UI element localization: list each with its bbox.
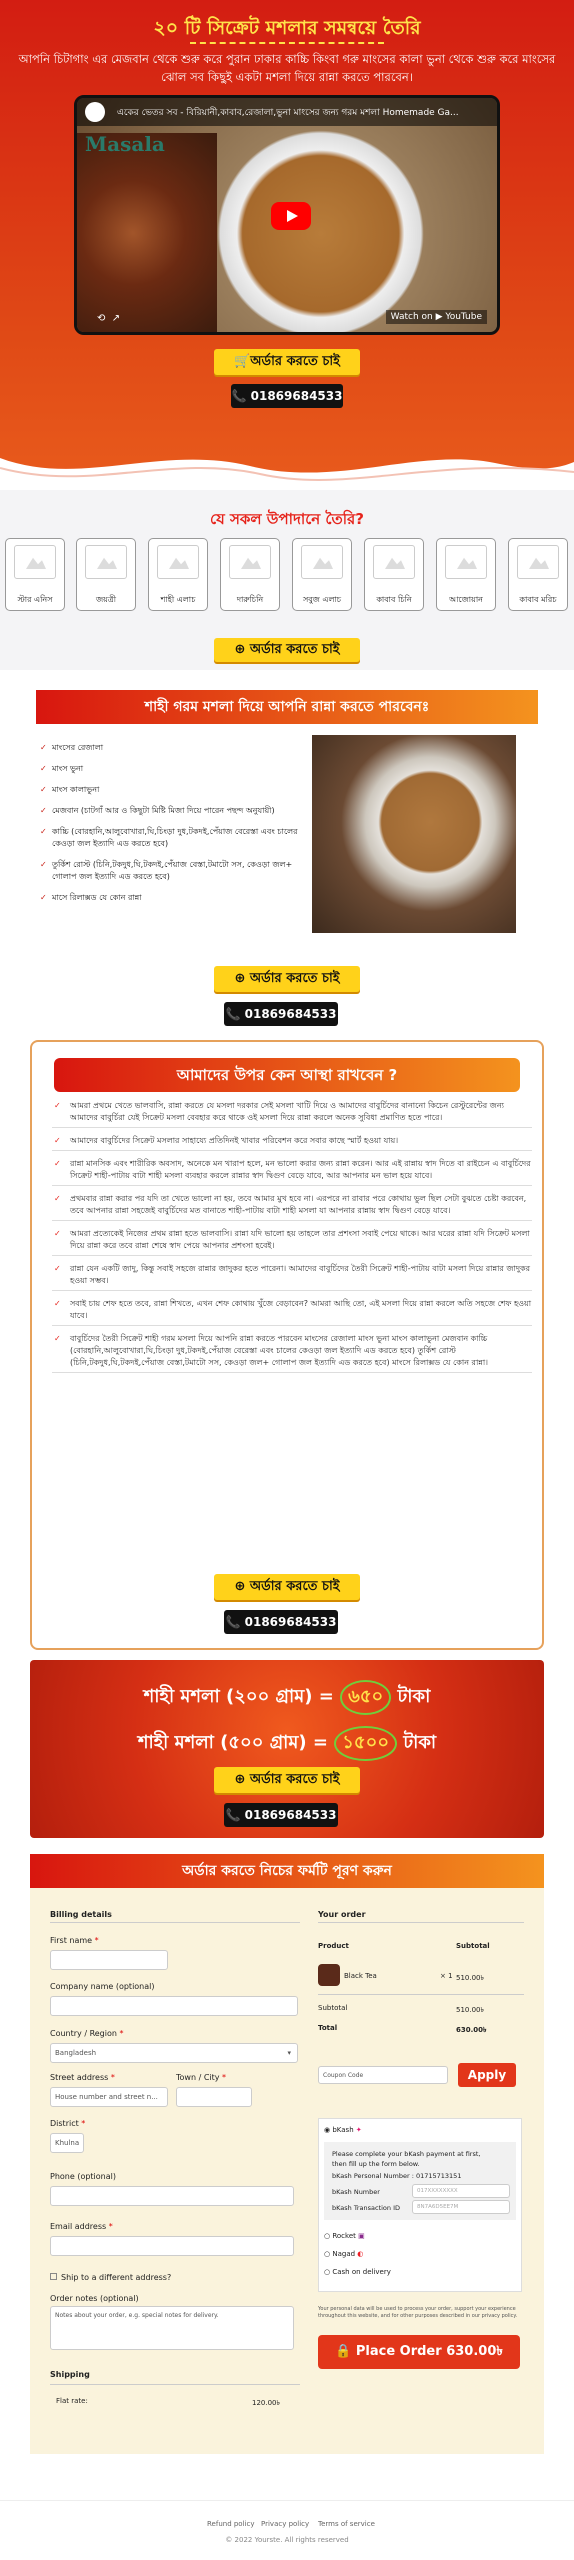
chevron-down-icon: ▾ (287, 2049, 291, 2057)
phone-icon: 📞 (225, 1007, 245, 1021)
divider (50, 1922, 300, 1923)
price-unit: টাকা (403, 1732, 437, 1753)
video-controls[interactable] (97, 313, 120, 324)
product-name: Black Tea (344, 1972, 377, 1980)
order-button-label: অর্ডার করতে চাই (249, 642, 340, 657)
company-label: Company name (optional) (50, 1982, 155, 1991)
order-notes-textarea[interactable]: Notes about your order, e.g. special notes for delivery. (50, 2306, 294, 2350)
subtotal-value: 510.00৳ (456, 2006, 484, 2014)
required-mark: * (94, 1936, 99, 1945)
radio-icon[interactable]: ○ (324, 2232, 333, 2240)
radio-icon[interactable]: ○ (324, 2250, 333, 2258)
radio-icon[interactable]: ○ (324, 2268, 333, 2276)
image-placeholder-icon (157, 545, 199, 579)
list-item: ✓ মাংস কালাভুনা (40, 784, 312, 796)
phone-icon: 📞 (225, 1808, 245, 1822)
image-placeholder-icon (373, 545, 415, 579)
ingredient-label: জয়ত্রী (95, 595, 117, 604)
email-input[interactable] (50, 2236, 294, 2256)
label-text: Rocket (332, 2232, 356, 2240)
label-text: Country / Region (50, 2029, 117, 2038)
phone-label: Phone (optional) (50, 2172, 116, 2181)
district-select[interactable] (50, 2133, 84, 2153)
product-qty: × 1 (440, 1972, 453, 1980)
label-text: District (50, 2119, 79, 2128)
bkash-logo-icon: ✦ (355, 2126, 362, 2134)
label-text: First name (50, 1936, 93, 1945)
bkash-personal-number: bKash Personal Number : 01715713151 (332, 2172, 462, 2180)
play-button-icon[interactable] (271, 202, 311, 230)
country-select[interactable] (50, 2043, 298, 2063)
divider (318, 1922, 524, 1923)
video-title[interactable]: একের ভেতর সব - বিরিয়ানী,কাবাব,রেজালা,ভুনা মাংসের জন্য গরম মশলা Homemade Ga... (77, 98, 497, 126)
hero-order-button[interactable] (214, 349, 360, 375)
district-label (50, 2119, 85, 2128)
video-overlay-text: Masala (85, 132, 165, 156)
footer-link-privacy[interactable]: Privacy policy (261, 2520, 310, 2528)
price-value: ১৫০০ (334, 1726, 397, 1761)
bkash-trx-input[interactable]: 8N7A6D5EE7M (412, 2200, 510, 2214)
nagad-option[interactable] (324, 2250, 363, 2258)
required-mark: * (222, 2073, 227, 2082)
list-item: ✓ বাবুর্চিদের তৈরী সিক্রেট শাহী গরম মসলা দিয়ে আপনি রান্না করতে পারবেন মাংসের রেজালা মাংস ভুনা মাংস কালাভুনা মেজবান কাচ্চি (বোরহানি,আলুবোখারা,ঘি,চিংড়া দুধ,টকদই,পেঁয়াজ বেরেস্তা এবং চালের কেওড়া জল ইত্যাদি এড করতে হবে) তুর্কিশ রোস্ট (চিনি,টকদুধ,ঘি,টকদই,পেঁয়াজ বেস্তা,টমাটো সস, কেওড়া জল+ গোলাপ জল ইত্যাদি এড করতে হবে) মাংসে রিলাক্সড যে কোন রান্না। (52, 1333, 532, 1373)
required-mark: * (108, 2222, 113, 2231)
label-text: Email address (50, 2222, 107, 2231)
watch-on-youtube-link[interactable]: Watch on ▶ YouTube (386, 310, 487, 324)
price-row-200g (0, 1680, 574, 1715)
coupon-input[interactable]: Coupon Code (318, 2066, 448, 2084)
spices-image (77, 133, 217, 333)
bkash-number-input[interactable]: 017XXXXXXXX (412, 2184, 510, 2198)
plus-circle-icon: ⊕ (234, 1579, 250, 1594)
cook-banner: শাহী গরম মশলা দিয়ে আপনি রান্না করতে পারবেনঃ (36, 690, 538, 724)
select-value: Khulna (55, 2139, 80, 2147)
phone-number: 01869684533 (244, 1615, 337, 1629)
divider (318, 1994, 524, 1995)
list-item: ✓ মাংস ভুনা (40, 763, 312, 775)
list-item: ✓ আমাদের বাবুর্চিদের সিক্রেট মসলার সাহায্যে প্রতিদিনই খাবার পরিবেশন করে সবার কাছে স্মার্ট হওয়া যায়। (52, 1135, 532, 1151)
label-text: Cash on delivery (332, 2268, 391, 2276)
notes-label: Order notes (optional) (50, 2294, 139, 2303)
order-button-label: অর্ডার করতে চাই (249, 1579, 340, 1594)
image-placeholder-icon (14, 545, 56, 579)
ingredient-card (436, 538, 496, 611)
hero-subtitle: আপনি চিটাগাং এর মেজবান থেকে শুরু করে পুরান ঢাকার কাচ্চি কিংবা গরু মাংসের কালা ভুনা থেকে শুরু করে মাংসের ঝোল সব কিছুই একটা মশলা দিয়ে রান্না করতে পারবেন। (18, 52, 556, 84)
channel-avatar[interactable] (85, 102, 105, 122)
price-label: শাহী মশলা (৫০০ গ্রাম) = (137, 1732, 328, 1753)
share-icon[interactable]: ↗ (111, 313, 121, 324)
rocket-logo-icon: ▣ (358, 2232, 365, 2240)
list-item: ✓ সবাই চায় শেফ হতে তবে, রান্না শিখতে, এখন শেফ কোথায় খুঁজে বেড়াবেন? আমরা আছি তো, এই মসলা দিয়ে রান্না করলে অতি সহজে শেফ হওয়া যাবে। (52, 1298, 532, 1326)
phone-number: 01869684533 (244, 1007, 337, 1021)
label-text: Town / City (176, 2073, 220, 2082)
list-item: ✓ মাংসের রেজালা (40, 742, 312, 754)
ingredient-card (364, 538, 424, 611)
order-title: Your order (318, 1910, 366, 1919)
town-label (176, 2073, 226, 2082)
product-price: 510.00৳ (456, 1974, 484, 1982)
youtube-video[interactable] (74, 95, 500, 335)
trust-list (52, 1100, 532, 1380)
hero-title: ২০ টি সিক্রেট মশলার সমন্বয়ে তৈরি (153, 17, 421, 39)
ingredient-card (148, 538, 208, 611)
price-row-500g (0, 1726, 574, 1761)
town-input[interactable] (176, 2087, 252, 2107)
trust-banner: আমাদের উপর কেন আস্থা রাখবেন ? (54, 1058, 520, 1092)
company-input[interactable] (50, 1996, 298, 2016)
phone-number: 01869684533 (244, 1808, 337, 1822)
order-button-label: অর্ডার করতে চাই (250, 354, 340, 369)
col-product: Product (318, 1942, 349, 1950)
phone-icon: 📞 (231, 389, 251, 403)
phone-icon: 📞 (225, 1615, 245, 1629)
flat-rate-label: Flat rate: (56, 2397, 88, 2405)
image-placeholder-icon (85, 545, 127, 579)
ingredient-card (76, 538, 136, 611)
list-item: ✓ মেজবান (চাটগাঁ আর ও কিছুটা মিষ্টি মিজা দিয়ে পারেন পছন্দ অনুযায়ী) (40, 805, 312, 817)
phone-number: 01869684533 (250, 389, 343, 403)
footer-divider (0, 2500, 574, 2501)
street-input[interactable]: House number and street n... (50, 2087, 168, 2107)
button-total: 630.00৳ (446, 2344, 503, 2359)
shipping-title: Shipping (50, 2370, 90, 2379)
plus-circle-icon: ⊕ (234, 1772, 250, 1787)
checkout-banner: অর্ডার করতে নিচের ফর্মটি পূরণ করুন (30, 1854, 544, 1888)
country-label (50, 2029, 124, 2038)
image-placeholder-icon (445, 545, 487, 579)
image-placeholder-icon (229, 545, 271, 579)
cod-option[interactable] (324, 2268, 391, 2276)
ingredient-label: স্টার এনিস (17, 595, 53, 604)
price-phone-button[interactable] (224, 1803, 338, 1827)
col-subtotal: Subtotal (456, 1942, 490, 1950)
flat-rate-value: 120.00৳ (252, 2399, 280, 2407)
lock-icon: 🔒 (335, 2344, 356, 2359)
list-item: ✓ মাসে রিলাক্সড যে কোন রান্না (40, 892, 312, 904)
divider (50, 2384, 300, 2385)
button-label: Place Order (355, 2344, 442, 2359)
email-label (50, 2222, 113, 2231)
list-item: ✓ আমরা প্রত্যেকেই নিজের প্রথম রান্না হতে ভালবাসি। রান্না যদি ভালো হয় তাহলে তার প্রশংসা সবাই পেয়ে থাকে। আর ঘরের রান্না যদি সিক্রেট মসলা দিয়ে রান্না করে তবে রান্না শেষে স্বাদ পেয়ে আপনার প্রশংসা হবেই। (52, 1228, 532, 1256)
cook-list (40, 742, 312, 913)
required-mark: * (110, 2073, 115, 2082)
radio-selected-icon[interactable]: ◉ (324, 2126, 333, 2134)
list-item: ✓ রান্না মানসিক এবং শারীরিক অবসাদ, অনেকে মন খারাপ হলে, মন ভালো করার জন্য রান্না করেন। আর এই রান্নায় স্বাদ দিতে বা রাইচেন এ বাবুর্চিদের সিক্রেট শাহী-পাটায় বাটা শাহী মসলা ব্যবহার করলে রান্নার স্বাদ দ্বিগুণ বেড়ে যাবে, আর আপনার মন ভাল হয়ে যাবে। (52, 1158, 532, 1186)
masala-bowl-image (312, 735, 516, 933)
bkash-trx-label: bKash Transaction ID (332, 2204, 401, 2212)
label-text: bKash (332, 2126, 354, 2134)
list-item: ✓ রান্না যেন একটি জাদু, কিন্তু সবাই সহজে রান্নার জাদুকর হতে পারেনা। আমাদের বাবুর্চিদের তৈরী সিক্রেট শাহী-পাটায় বাটা মসলা দিয়ে রান্নার জাদুকর হওয়া সম্ভব। (52, 1263, 532, 1291)
bkash-instruction: Please complete your bKash payment at first, (332, 2150, 481, 2158)
nagad-logo-icon: ◐ (357, 2250, 364, 2258)
image-placeholder-icon (301, 545, 343, 579)
ingredient-card (220, 538, 280, 611)
price-value: ৬৫০ (340, 1680, 391, 1715)
ingredient-card (292, 538, 352, 611)
hero-phone-button[interactable] (231, 384, 343, 408)
list-item: ✓ কাচ্চি (বোরহানি,আলুবোখারা,ঘি,চিংড়া দুধ,টকদই,পেঁয়াজ বেরেস্তা এবং চালের কেওড়া জল ইত্যাদি এড করতে হবে) (40, 826, 312, 850)
street-label (50, 2073, 115, 2082)
list-item: ✓ আমরা প্রথমে খেতে ভালবাসি, রান্না করতে যে মসলা দরকার সেই মসলা খাটি দিয়ে ও আমাদের বাবুর্চিদের বানানো কিচেন রেস্টুরেন্টের জন্য আমাদের বাবুর্চিরা যেই সিক্রেট মসলা বেবহার করে থাকে ওই মসলা দিয়ে রান্না করলে অনেক সুবিধা প্রমাণিত হতে পারে। (52, 1100, 532, 1128)
list-item: ✓ তুর্কিশ রোস্ট (চিনি,টকদুধ,ঘি,টকদই,পেঁয়াজ বেস্তা,টমাটো সস, কেওড়া জল+ গোলাপ জল ইত্যাদি এড করতে হবে) (40, 859, 312, 883)
order-button-label: অর্ডার করতে চাই (249, 1772, 340, 1787)
first-name-label (50, 1936, 99, 1945)
label-text: Street address (50, 2073, 109, 2082)
rocket-option[interactable] (324, 2232, 365, 2240)
replay-icon[interactable]: ⟲ (97, 313, 106, 324)
phone-input[interactable] (50, 2186, 294, 2206)
plus-circle-icon: ⊕ (234, 971, 250, 986)
label-text: Ship to a different address? (61, 2273, 172, 2282)
trust-order-button[interactable] (214, 1574, 360, 1600)
privacy-text: Your personal data will be used to process your order, support your experience throughout this website, and for other purposes described in our privacy policy. (318, 2306, 518, 2319)
ingredient-label: শাহী এলাচ (160, 595, 196, 604)
order-button-label: অর্ডার করতে চাই (249, 971, 340, 986)
billing-title: Billing details (50, 1910, 112, 1919)
plus-circle-icon: ⊕ (234, 642, 250, 657)
total-label: Total (318, 2024, 338, 2032)
required-mark: * (81, 2119, 86, 2128)
price-label: শাহী মশলা (২০০ গ্রাম) = (143, 1686, 334, 1707)
hero-divider (190, 42, 384, 44)
ingredients-order-button[interactable] (214, 638, 360, 662)
ingredients-title: যে সকল উপাদানে তৈরি? (210, 510, 364, 528)
ingredient-label: দারুচিনি (236, 595, 264, 604)
apply-coupon-button[interactable]: Apply (458, 2063, 516, 2087)
required-mark: * (119, 2029, 124, 2038)
ingredient-label: কাবাব মরিচ (519, 595, 557, 604)
bkash-option[interactable] (324, 2126, 362, 2134)
footer-link-terms[interactable]: Terms of service (318, 2520, 375, 2528)
select-value: Bangladesh (55, 2049, 97, 2057)
first-name-input[interactable] (50, 1950, 168, 1970)
checkbox[interactable] (50, 2273, 57, 2280)
ingredient-card (508, 538, 568, 611)
price-order-button[interactable] (214, 1767, 360, 1793)
ingredient-label: সবুজ এলাচ (302, 595, 342, 604)
price-unit: টাকা (397, 1686, 431, 1707)
subtotal-label: Subtotal (318, 2004, 348, 2012)
ship-different-row[interactable] (50, 2273, 171, 2282)
cook-phone-button[interactable] (224, 1002, 338, 1026)
cook-order-button[interactable] (214, 966, 360, 992)
label-text: Nagad (332, 2250, 356, 2258)
ingredient-label: কাবাব চিনি (376, 595, 412, 604)
bkash-instruction: then fill up the form below. (332, 2160, 420, 2168)
product-thumbnail (318, 1964, 340, 1986)
list-item: ✓ প্রথমবার রান্না করার পর যদি তা খেতে ভালো না হয়, তবে আমার মুখ হবে না। এরপরে না রাবার পরে কোথায় ভুল ছিল সেটা বুঝতে চেষ্টা করবেন, তবে আপনার রান্না সহজেই বাবুর্চিদের মত বানাতে শাহী-পাটায় বাটা শাহী মসলা যা আপনার রান্নায় স্বাদ দ্বিগুণ বেড়ে যাবে। (52, 1193, 532, 1221)
bkash-number-label: bKash Number (332, 2188, 380, 2196)
trust-phone-button[interactable] (224, 1610, 338, 1634)
cart-icon: 🛒 (234, 354, 251, 369)
copyright: © 2022 Yourste. All rights reserved (225, 2536, 349, 2544)
image-placeholder-icon (517, 545, 559, 579)
ingredient-label: আজোয়ান (449, 595, 483, 604)
place-order-button[interactable] (318, 2335, 520, 2369)
total-value: 630.00৳ (456, 2026, 487, 2034)
footer-link-refund[interactable]: Refund policy (207, 2520, 255, 2528)
ingredient-card (5, 538, 65, 611)
